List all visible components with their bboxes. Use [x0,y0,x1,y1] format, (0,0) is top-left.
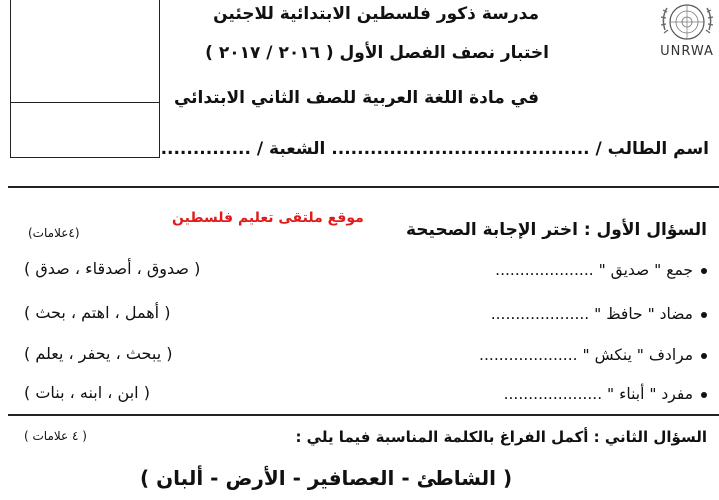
site-label: موقع ملتقى تعليم فلسطين [172,210,364,226]
q1-item-2-options: ( أهمل ، اهتم ، بحث ) [24,303,171,322]
bullet-icon [701,312,707,318]
logo-text: UNRWA [660,44,714,59]
school-name: مدرسة ذكور فلسطين الابتدائية للاجئين [213,4,539,24]
q1-item-1 [495,261,707,279]
exam-title: اختبار نصف الفصل الأول ( ٢٠١٦ / ٢٠١٧ ) [205,43,549,63]
q1-marks: (٤علامات) [28,226,80,240]
q1-item-1-options: ( صدوق ، أصدقاء ، صدق ) [24,259,201,278]
q1-item-3 [479,346,707,364]
subject-line: في مادة اللغة العربية للصف الثاني الابتدائي [173,88,539,108]
q1-item-4-prompt: مفرد " أبناء " .................... [503,385,693,403]
q1-item-2-prompt: مضاد " حافظ " .................... [490,305,693,323]
q2-title: السؤال الثاني : أكمل الفراغ بالكلمة المناسبة فيما يلي : [295,428,707,446]
q1-item-3-options: ( يبحث ، يحفر ، يعلم ) [24,344,173,363]
grade-box-divider [10,102,160,103]
bullet-icon [701,268,707,274]
un-emblem-icon [655,0,719,48]
q1-title: السؤال الأول : اختر الإجابة الصحيحة [405,220,707,240]
q1-item-1-prompt: جمع " صديق " .................... [495,261,693,279]
q1-item-3-prompt: مرادف " ينكش " .................... [479,346,693,364]
q1-item-4 [504,385,707,403]
q1-item-4-options: ( ابن ، ابنه ، بنات ) [24,383,150,402]
student-info-line: اسم الطالب / ........................................ الشعبة / .............. [160,139,709,159]
bullet-icon [701,353,707,359]
q1-item-2 [491,305,707,323]
q2-word-bank: ( الشاطئ - العصافير - الأرض - ألبان ) [140,466,513,490]
bullet-icon [701,392,707,398]
q1-divider [8,414,719,416]
grade-box [10,0,160,158]
unrwa-logo [655,0,719,62]
header-divider [8,186,719,188]
q2-marks: ( ٤ علامات ) [24,429,87,443]
